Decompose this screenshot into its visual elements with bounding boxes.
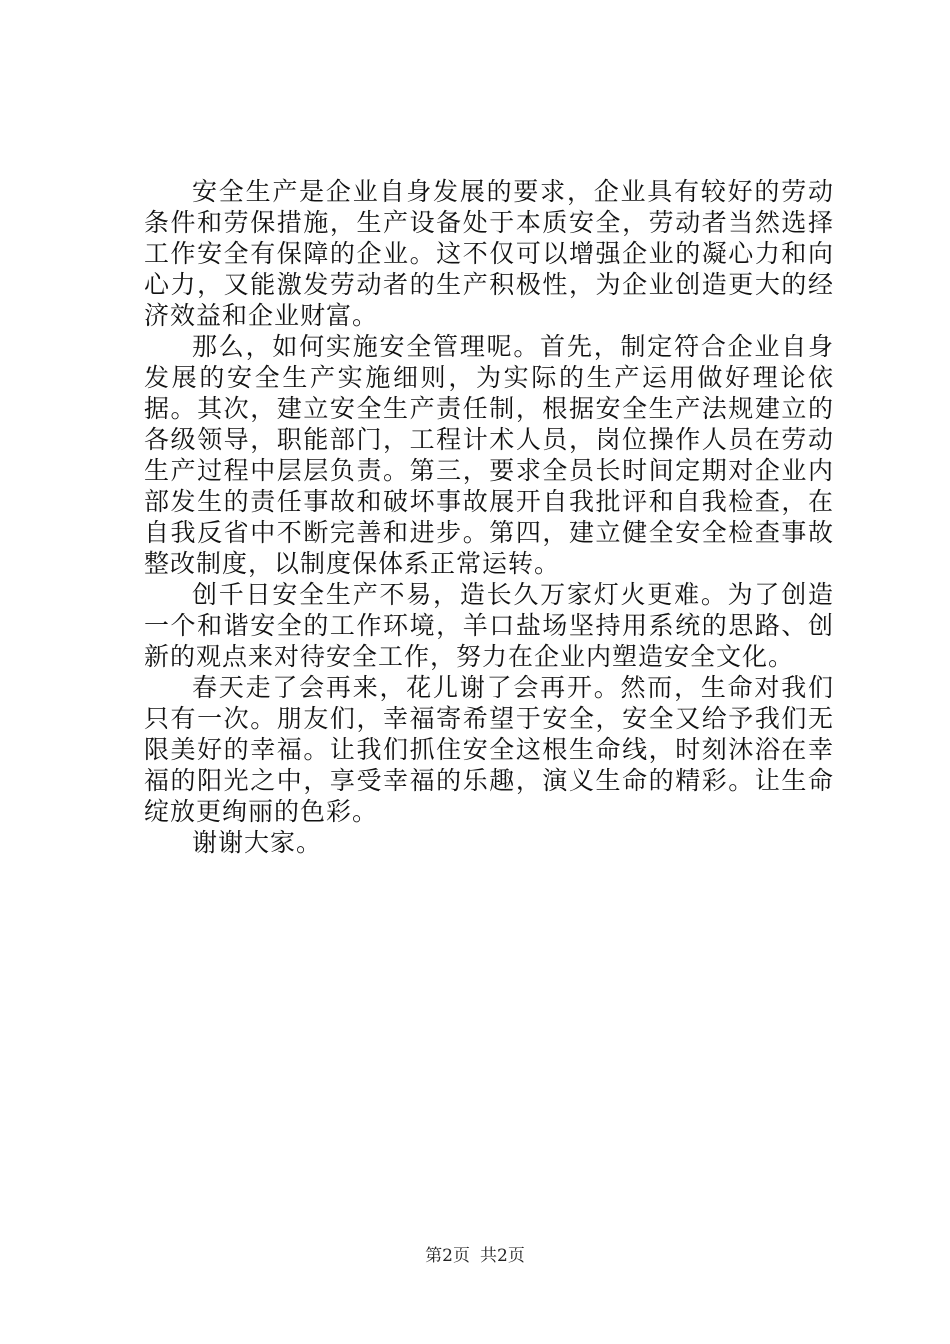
paragraph-safety-management: 那么，如何实施安全管理呢。首先，制定符合企业自身发展的安全生产实施细则，为实际的生产运用做好理论依据。其次，建立安全生产责任制，根据安全生产法规建立的各级领导，职能部门，工程计术人员，岗位操作人员在劳动生产过程中层层负责。第三，要求全员长时间定期对企业内部发生的责任事故和破坏事故展开自我批评和自我检查，在自我反省中不断完善和进步。第四，建立健全安全检查事故整改制度，以制度保体系正常运转。 bbox=[144, 332, 834, 578]
paragraph-safety-requirement: 安全生产是企业自身发展的要求，企业具有较好的劳动条件和劳保措施，生产设备处于本质安全，劳动者当然选择工作安全有保障的企业。这不仅可以增强企业的凝心力和向心力，又能激发劳动者的生产积极性，为企业创造更大的经济效益和企业财富。 bbox=[144, 177, 834, 330]
page-footer bbox=[0, 1241, 950, 1266]
document-body bbox=[144, 176, 834, 858]
paragraph-life-happiness: 春天走了会再来，花儿谢了会再开。然而，生命对我们只有一次。朋友们，幸福寄希望于安全，安全又给予我们无限美好的幸福。让我们抓住安全这根生命线，时刻沐浴在幸福的阳光之中，享受幸福的乐趣，演义生命的精彩。让生命绽放更绚丽的色彩。 bbox=[144, 673, 834, 826]
paragraph-thanks: 谢谢大家。 bbox=[192, 828, 323, 857]
page-total: 共2页 bbox=[480, 1246, 525, 1266]
page-number: 第2页 bbox=[425, 1246, 470, 1266]
paragraph-safety-culture: 创千日安全生产不易，造长久万家灯火更难。为了创造一个和谐安全的工作环境，羊口盐场坚持用系统的思路、创新的观点来对待安全工作，努力在企业内塑造安全文化。 bbox=[144, 580, 834, 671]
